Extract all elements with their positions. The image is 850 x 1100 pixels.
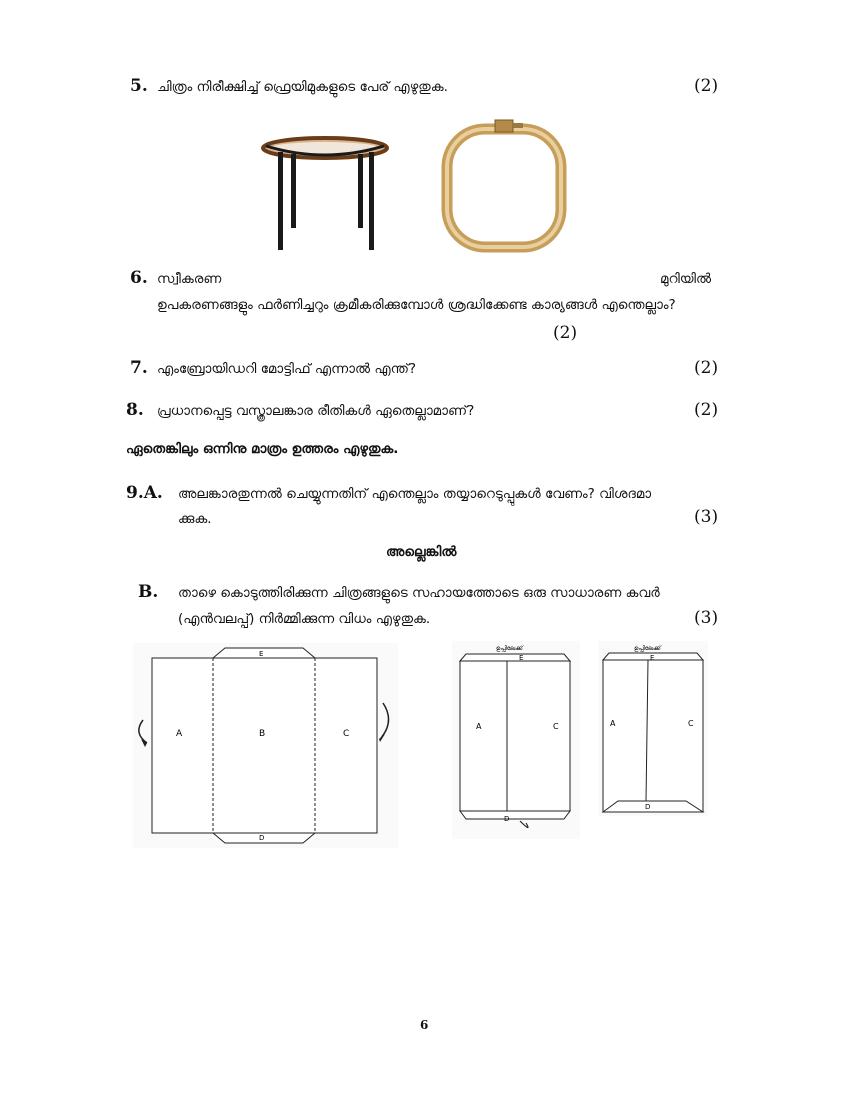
q9a-marks: (3) — [694, 507, 719, 527]
envelope1-label-b: B — [259, 729, 266, 739]
envelope3-top-label: ഉപ്പിലേക്ക് — [634, 645, 661, 652]
q8-marks: (2) — [694, 400, 719, 420]
envelope3-label-a: A — [610, 719, 616, 728]
answer-any-one-instruction: ഏതെങ്കിലും ഒന്നിനു മാത്രം ഉത്തരം എഴുതുക. — [126, 441, 399, 457]
q8-number: 8. — [126, 400, 144, 420]
q6-marks: (2) — [553, 323, 578, 343]
q9b-text-line2: (എൻവലപ്പ്) നിർമ്മിക്കുന്ന വിധം എഴുതുക. — [178, 611, 431, 627]
q9b-text-line1: താഴെ കൊടുത്തിരിക്കുന്ന ചിത്രങ്ങളുടെ സഹായത്തോടെ ഒരു സാധാരണ കവർ — [178, 585, 660, 601]
q7-number: 7. — [130, 358, 148, 378]
q7-marks: (2) — [694, 358, 719, 378]
envelope-unfolded-diagram — [133, 643, 398, 848]
envelope3-label-d: D — [645, 803, 651, 811]
envelope2-label-e: E — [519, 654, 524, 662]
embroidery-stand-image — [258, 128, 392, 256]
q6-number: 6. — [130, 268, 148, 288]
envelope3-label-e: E — [650, 654, 655, 662]
q6-text-line1-left: സ്വീകരണ — [157, 271, 222, 287]
q6-text-line1-right: മുറിയിൽ — [660, 271, 712, 287]
envelope2-label-c: C — [553, 722, 559, 731]
envelope2-label-a: A — [476, 722, 482, 731]
q9b-number: B. — [138, 582, 159, 602]
q8-text: പ്രധാനപ്പെട്ട വസ്ത്രാലങ്കാര രീതികൾ ഏതെല്ലാമാണ്? — [157, 403, 475, 419]
q9b-marks: (3) — [694, 608, 719, 628]
embroidery-hoop-image — [433, 115, 575, 257]
q5-number: 5. — [130, 76, 148, 96]
envelope1-label-c: C — [343, 729, 350, 739]
q7-text: എംബ്രോയിഡറി മോട്ടിഫ് എന്നാൽ എന്ത്? — [157, 361, 417, 377]
or-separator: അല്ലെങ്കിൽ — [386, 544, 457, 560]
q6-text-line2: ഉപകരണങ്ങളും ഫർണിച്ചറും ക്രമീകരിക്കുമ്പോൾ ശ്രദ്ധിക്കേണ്ട കാര്യങ്ങൾ എന്തെല്ലാം? — [157, 297, 676, 313]
page-number: 6 — [420, 1018, 429, 1032]
envelope2-top-label: ഉപ്പിലേക്ക് — [496, 645, 523, 652]
envelope1-label-e: E — [259, 650, 264, 658]
q9a-text-line2: ക്കുക. — [178, 511, 212, 527]
envelope1-label-d: D — [259, 834, 265, 842]
envelope1-label-a: A — [176, 729, 183, 739]
q9a-text-line1: അലങ്കാരതുന്നൽ ചെയ്യുന്നതിന് എന്തെല്ലാം തയ്യാറെടുപ്പുകൾ വേണം? വിശദമാ — [178, 486, 652, 502]
envelope3-label-c: C — [688, 719, 694, 728]
q5-marks: (2) — [694, 76, 719, 96]
q9a-number: 9.A. — [126, 483, 163, 503]
envelope2-label-d: D — [504, 815, 510, 823]
q5-text: ചിത്രം നിരീക്ഷിച്ച് ഫ്രെയിമുകളുടെ പേര് എഴുതുക. — [157, 79, 448, 95]
envelope-folded-bottom-diagram — [598, 641, 708, 816]
envelope-folded-sides-diagram — [452, 641, 580, 839]
